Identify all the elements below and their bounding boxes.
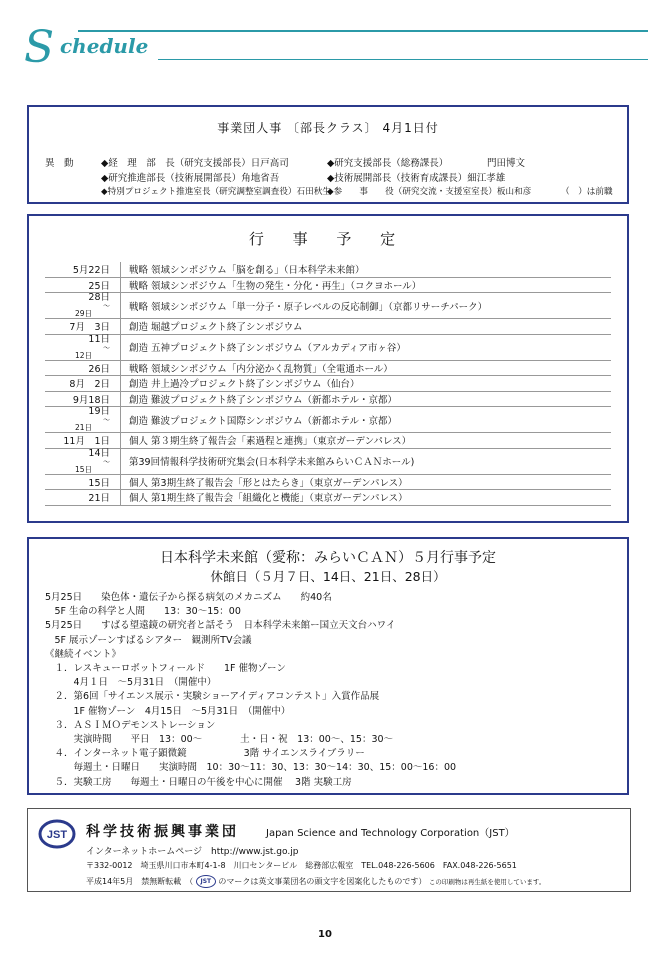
schedule-row <box>45 262 611 277</box>
museum-event-line: 《継続イベント》 <box>45 648 122 660</box>
header-rule-bottom <box>158 59 648 60</box>
schedule-event: 戦略 領域シンポジウム「内分泌かく乱物質」（全電通ホール） <box>121 360 612 376</box>
museum-event-line: 5F 展示ゾーンすばるシアター 観測所TV会議 <box>45 634 252 646</box>
museum-event-line: ４．インターネット電子顕微鏡 3階 サイエンスライブラリー <box>45 748 365 760</box>
copyright-text: 平成14年5月 禁無断転載 （ <box>86 877 194 886</box>
range-tilde: 〜 <box>103 457 110 466</box>
personnel-note: （ ）は前職 <box>561 187 613 197</box>
museum-event-line: 実演時間 平日 13：00〜 土・日・祝 13：00〜、15：30〜 <box>45 734 394 745</box>
mark-explanation: のマークは英文事業団名の頭文字を図案化したものです） <box>218 877 427 886</box>
jst-mark-icon: JST <box>196 875 216 888</box>
museum-event-line: 5月25日 染色体・遺伝子から探る病気のメカニズム 約40名 <box>45 592 332 603</box>
schedule-date: 8月 2日 <box>45 376 121 392</box>
schedule-date: 25日 <box>45 277 121 293</box>
org-name-jp: 科学技術振興事業団 <box>86 824 239 840</box>
personnel-entry: 門田博文 <box>487 158 526 169</box>
schedule-row <box>45 334 611 360</box>
date-start: 19日 <box>88 406 110 417</box>
schedule-row <box>45 277 611 293</box>
range-tilde: 〜 <box>103 416 110 424</box>
page-number: 10 <box>318 929 332 940</box>
museum-event-line: 毎週土・日曜日 実演時間 10：30〜11：30、13：30〜14：30、15：00〜16：00 <box>45 762 457 774</box>
museum-event-line: 5F 生命の科学と人間 13：30〜15：00 <box>45 606 241 618</box>
schedule-event: 創造 五神プロジェクト終了シンポジウム（アルカディア市ヶ谷） <box>121 334 612 360</box>
museum-event-line: １．レスキューロボットフィールド 1F 催物ゾーン <box>45 663 286 674</box>
schedule-date <box>45 293 121 319</box>
schedule-event: 戦略 領域シンポジウム「生物の発生・分化・再生」（コクヨホール） <box>121 277 612 293</box>
schedule-event: 個人 第3期生終了報告会「形とはたらき」（東京ガーデンパレス） <box>121 474 612 490</box>
contact-address: 〒332-0012 埼玉県川口市本町4-1-8 川口センタービル 総務部広報室 TEL.048-226-5606 FAX.048-226-5651 <box>86 861 517 870</box>
schedule-event: 創造 堀越プロジェクト終了シンポジウム <box>121 319 612 335</box>
museum-title: 日本科学未来館（愛称：みらいＣＡＮ）５月行事予定 <box>160 550 496 566</box>
personnel-entry: ◆特別プロジェクト推進室長（研究調整室調査役）石田秋生 <box>101 187 331 197</box>
schedule-date: 9月18日 <box>45 391 121 407</box>
schedule-event: 第39回情報科学技術研究集会(日本科学未来館みらいＣＡＮホール) <box>121 448 612 474</box>
schedule-row <box>45 490 611 506</box>
schedule-row <box>45 391 611 407</box>
date-start: 14日 <box>88 447 110 459</box>
personnel-entry: ◆研究推進部長（技術展開部長）角地省吾 <box>101 173 280 184</box>
personnel-entry: ◆技術展開部長（技術育成課長）細江孝雄 <box>327 173 506 184</box>
schedule-event: 個人 第３期生終了報告会「素過程と連携」（東京ガーデンパレス） <box>121 433 612 449</box>
museum-event-line: 4月１日 〜5月31日 （開催中） <box>45 677 217 689</box>
schedule-date <box>45 407 121 433</box>
date-end: 29日 <box>74 309 92 318</box>
schedule-event: 創造 難波プロジェクト終了シンポジウム（新都ホテル・京都） <box>121 391 612 407</box>
schedule-date: 5月22日 <box>45 262 121 277</box>
schedule-event: 創造 井上過冷プロジェクト終了シンポジウム（仙台） <box>121 376 612 392</box>
schedule-row <box>45 474 611 490</box>
personnel-box <box>27 105 629 204</box>
schedule-date: 15日 <box>45 474 121 490</box>
museum-event-line: ３．ＡＳＩＭＯデモンストレーション <box>45 719 216 731</box>
schedule-row <box>45 376 611 392</box>
schedule-row <box>45 433 611 449</box>
schedule-table <box>45 262 611 506</box>
schedule-event: 戦略 領域シンポジウム「単一分子・原子レベルの反応制御」（京都リサーチパーク） <box>121 293 612 319</box>
schedule-date: 21日 <box>45 490 121 506</box>
personnel-label: 異 動 <box>45 158 74 169</box>
recycled-paper-note: この印刷物は再生紙を使用しています。 <box>428 878 546 886</box>
schedule-row <box>45 407 611 433</box>
museum-box <box>27 537 629 795</box>
date-end: 15日 <box>74 464 92 474</box>
schedule-date: 26日 <box>45 360 121 376</box>
personnel-entry: ◆参 事 役（研究交流・支援室室長）板山和彦 <box>327 187 532 197</box>
schedule-title: 行 事 予 定 <box>248 230 408 248</box>
footer-box <box>27 808 631 892</box>
copyright-note <box>86 875 545 888</box>
museum-event-line: 5月25日 すばる望遠鏡の研究者と話そう 日本科学未来館ー国立天文台ハワイ <box>45 620 396 632</box>
museum-closed-days: 休館日（５月７日、14日、21日、28日） <box>210 569 446 584</box>
header-title: chedule <box>60 34 149 58</box>
date-end: 12日 <box>74 350 92 360</box>
museum-event-line: ５．実験工房 毎週土・日曜日の午後を中心に開催 3階 実験工房 <box>45 776 352 788</box>
schedule-row <box>45 293 611 319</box>
jst-logo-icon <box>38 819 76 849</box>
org-name-en: Japan Science and Technology Corporation（JST） <box>266 828 515 839</box>
schedule-row <box>45 360 611 376</box>
range-tilde: 〜 <box>103 302 110 310</box>
schedule-row <box>45 448 611 474</box>
schedule-event: 個人 第1期生終了報告会「組織化と機能」（東京ガーデンパレス） <box>121 490 612 506</box>
personnel-entry: ◆研究支援部長（総務課長） <box>327 158 449 169</box>
date-start: 11日 <box>88 333 110 345</box>
schedule-date <box>45 334 121 360</box>
schedule-header <box>18 22 638 74</box>
schedule-row <box>45 319 611 335</box>
header-rule-top <box>78 30 648 32</box>
schedule-date <box>45 448 121 474</box>
logo-text: JST <box>46 829 68 841</box>
date-start: 28日 <box>88 292 110 303</box>
range-tilde: 〜 <box>103 343 110 352</box>
schedule-date: 7月 3日 <box>45 319 121 335</box>
museum-event-line: ２．第6回「サイエンス展示・実験ショーアイディアコンテスト」入賞作品展 <box>45 691 380 703</box>
date-end: 21日 <box>74 423 92 432</box>
schedule-date: 11月 1日 <box>45 433 121 449</box>
personnel-title: 事業団人事 〔部長クラス〕 4月1日付 <box>217 121 439 135</box>
museum-event-line: 1F 催物ゾーン 4月15日 〜5月31日 （開催中） <box>45 705 291 717</box>
personnel-entry: ◆経 理 部 長（研究支援部長）日戸高司 <box>101 158 289 169</box>
schedule-event: 創造 難波プロジェクト国際シンポジウム（新都ホテル・京都） <box>121 407 612 433</box>
header-initial: S <box>24 22 55 73</box>
event-schedule-box <box>27 214 629 523</box>
schedule-event: 戦略 領域シンポジウム「脳を創る」（日本科学未来館） <box>121 262 612 277</box>
website-link[interactable]: インターネットホームページ http://www.jst.go.jp <box>86 847 299 857</box>
